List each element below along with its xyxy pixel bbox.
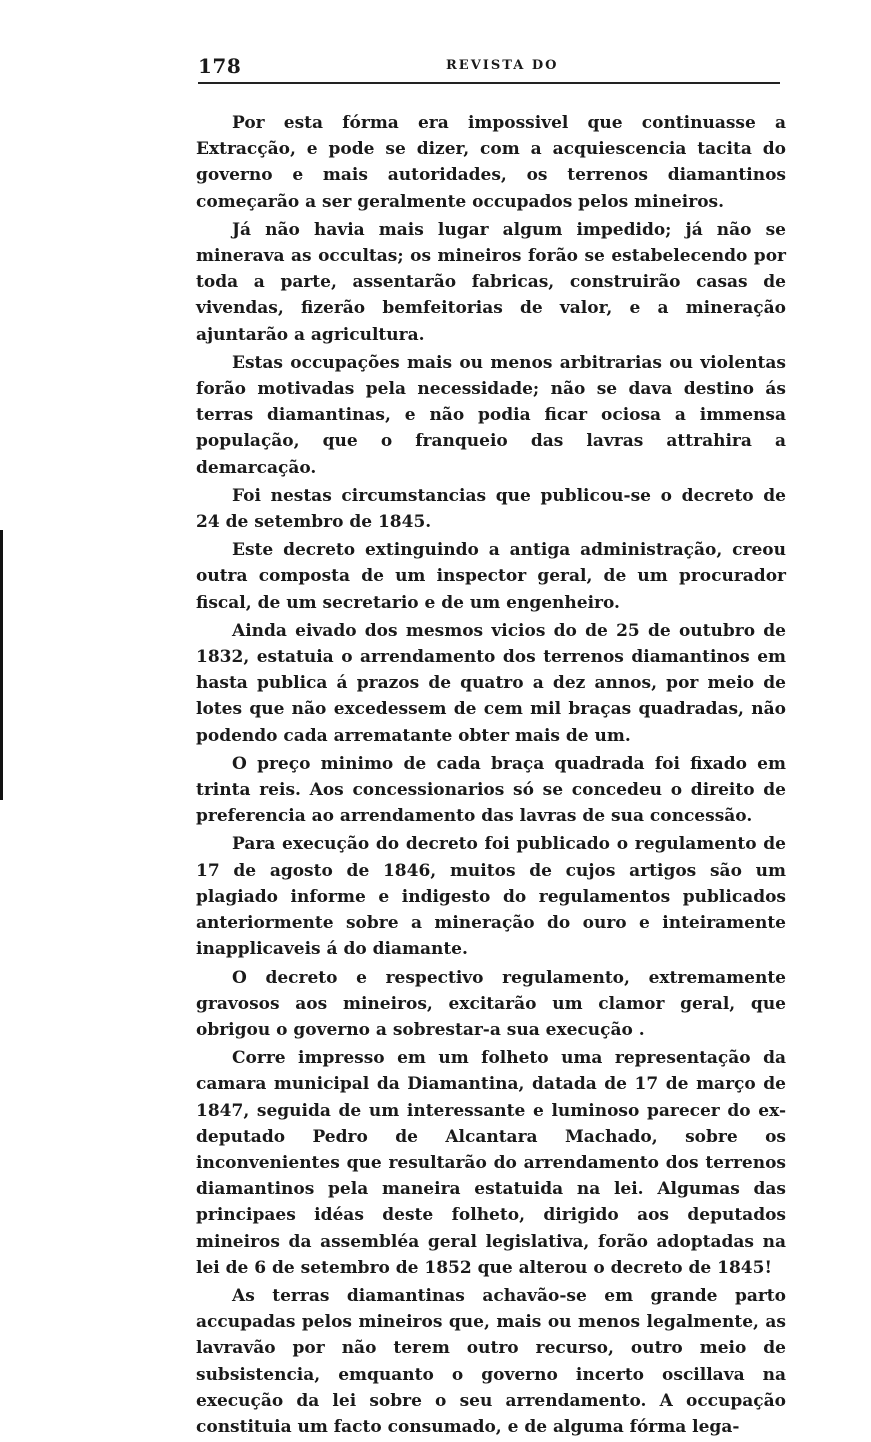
paragraph: Foi nestas circumstancias que publicou-se o decreto de 24 de setembro de 1845. xyxy=(196,485,786,533)
page-number: 178 xyxy=(198,54,242,78)
body-text xyxy=(196,110,786,1442)
paragraph: O preço minimo de cada braça quadrada foi fixado em trinta reis. Aos concessionarios só se concedeu o direito de preferencia ao arrendamento das lavras de sua concessão. xyxy=(196,753,786,827)
paragraph: Já não havia mais lugar algum impedido; já não se minerava as occultas; os mineiros forão se estabelecendo por toda a parte, assentarão fabricas, construirão casas de vivendas, fizerão bemfeitorias de valor, e a mineração ajuntarão a agricultura. xyxy=(196,219,786,345)
page-edge-mark xyxy=(0,530,3,800)
paragraph: Corre impresso em um folheto uma representação da camara municipal da Diamantina, datada de 17 de março de 1847, seguida de um interessante e luminoso parecer do ex-deputado Pedro de Alcantara Machado, sobre os inconvenientes que resultarão do arrendamento dos terrenos diamantinos pela maneira estatuida na lei. Algumas das principaes idéas deste folheto, dirigido aos deputados mineiros da assembléa geral legislativa, forão adoptadas na lei de 6 de setembro de 1852 que alterou o decreto de 1845! xyxy=(196,1048,786,1278)
paragraph: Por esta fórma era impossivel que continuasse a Extracção, e pode se dizer, com a acquiescencia tacita do governo e mais autoridades, os terrenos diamantinos começarão a ser geralmente occupados pelos mineiros. xyxy=(196,113,786,212)
running-title: REVISTA DO xyxy=(446,58,559,73)
paragraph: Estas occupações mais ou menos arbitrarias ou violentas forão motivadas pela necessidade; não se dava destino ás terras diamantinas, e não podia ficar ociosa a immensa população, que o franqueio das lavras attrahira a demarcação. xyxy=(196,352,786,478)
header-rule xyxy=(198,82,780,84)
paragraph: Ainda eivado dos mesmos vicios do de 25 de outubro de 1832, estatuia o arrendamento dos terrenos diamantinos em hasta publica á prazos de quatro a dez annos, por meio de lotes que não excedessem de cem mil braças quadradas, não podendo cada arrematante obter mais de um. xyxy=(196,620,786,746)
paragraph: As terras diamantinas achavão-se em grande parto accupadas pelos mineiros que, mais ou menos legalmente, as lavravão por não terem outro recurso, outro meio de subsistencia, emquanto o governo incerto oscillava na execução da lei sobre o seu arrendamento. A occupação constituia um facto consumado, e de alguma fórma lega- xyxy=(196,1285,786,1437)
paragraph: Este decreto extinguindo a antiga administração, creou outra composta de um inspector geral, de um procurador fiscal, de um secretario e de um engenheiro. xyxy=(196,540,786,613)
paragraph: O decreto e respectivo regulamento, extremamente gravosos aos mineiros, excitarão um clamor geral, que obrigou o governo a sobrestar-a sua execução . xyxy=(196,967,786,1040)
paragraph: Para execução do decreto foi publicado o regulamento de 17 de agosto de 1846, muitos de cujos artigos são um plagiado informe e indigesto do regulamentos publicados anteriormente sobre a mineração do ouro e inteiramente inapplicaveis á do diamante. xyxy=(196,834,786,960)
page-header xyxy=(198,50,778,80)
